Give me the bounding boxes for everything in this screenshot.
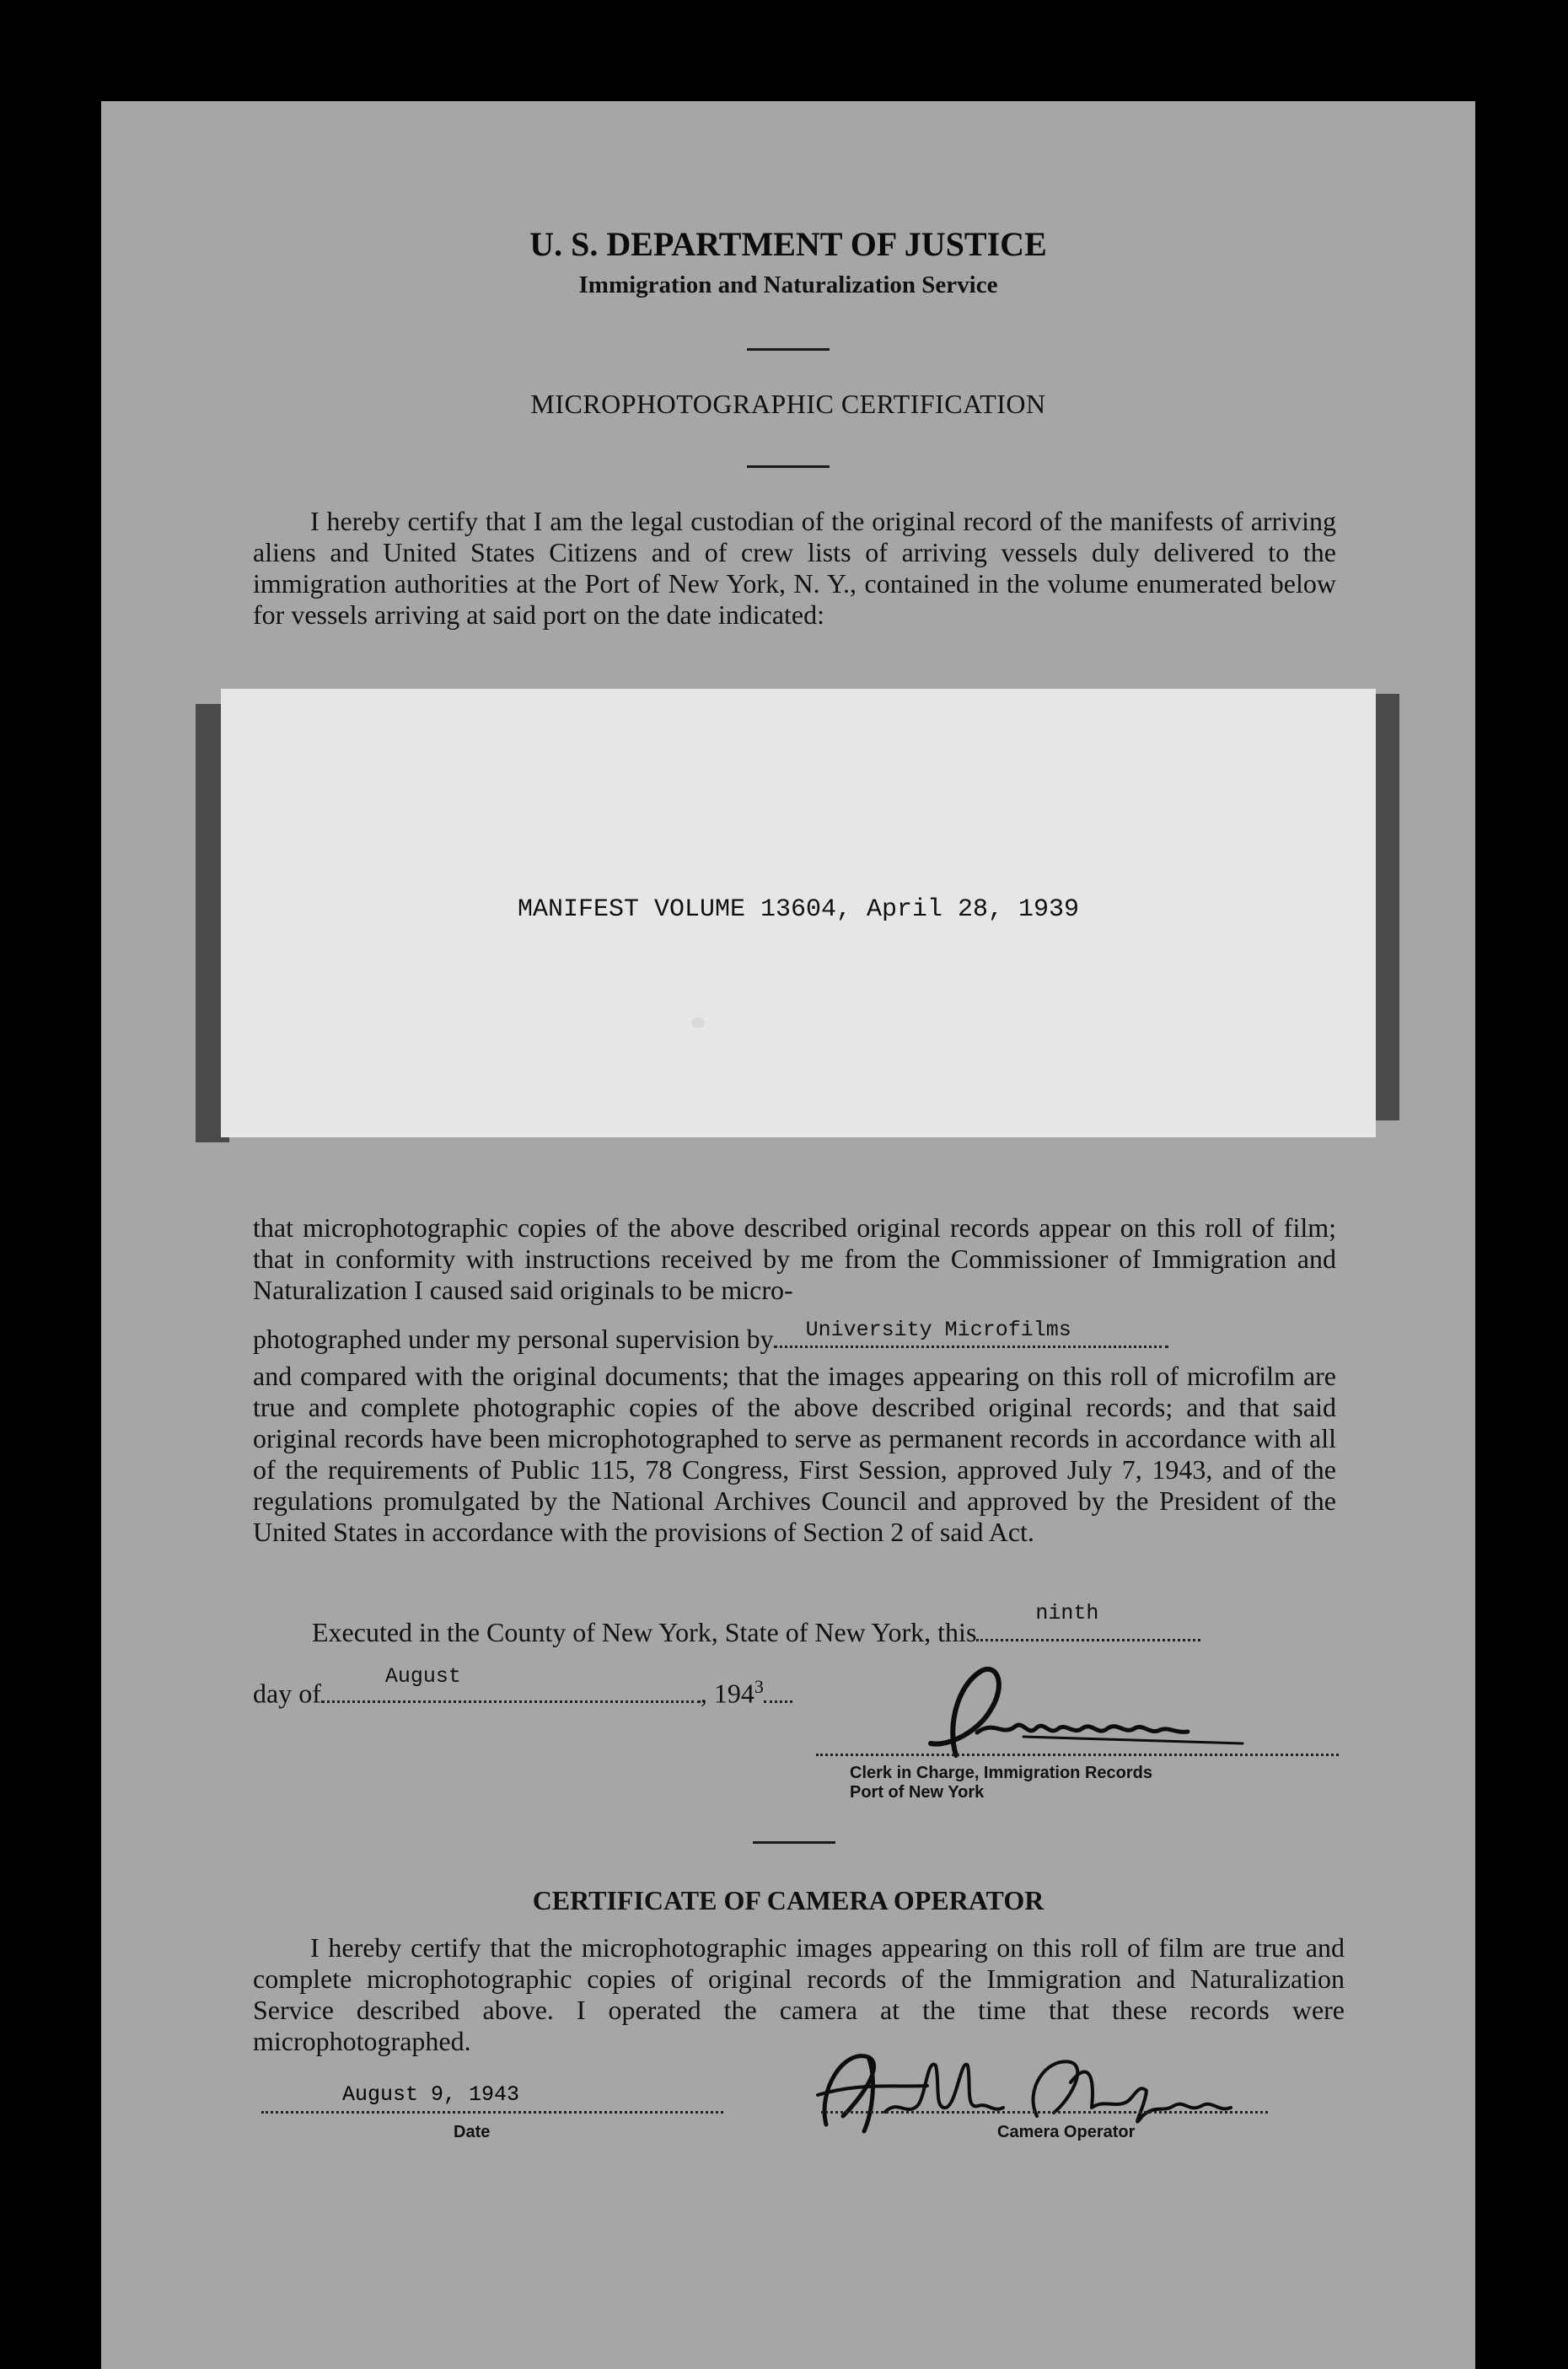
clerk-signature bbox=[897, 1652, 1251, 1770]
camera-paragraph: I hereby certify that the microphotographic images appearing on this roll of film are true and complete microphotographic copies of original records of the Immigration and Naturalization Service described above. I operated the camera at the time that these records were microphotographed. bbox=[253, 1932, 1345, 2056]
camera-divider bbox=[753, 1841, 835, 1844]
day-value: ninth bbox=[1035, 1601, 1099, 1625]
clerk-title bbox=[850, 1764, 1152, 1802]
clerk-signature-line bbox=[816, 1754, 1339, 1756]
intro-paragraph: I hereby certify that I am the legal custodian of the original record of the manifests of arriving aliens and United States Citizens and of crew lists of arriving vessels duly delivered to the immigration authorities at the Port of New York, N. Y., contained in the volume enumerated below for vessels arriving at said port on the date indicated: bbox=[253, 506, 1336, 630]
supervisor-value: University Microfilms bbox=[805, 1318, 1071, 1342]
year-digit: 3 bbox=[754, 1676, 764, 1697]
certification-title: MICROPHOTOGRAPHIC CERTIFICATION bbox=[530, 389, 1046, 419]
service-subtitle: Immigration and Naturalization Service bbox=[578, 271, 998, 298]
camera-operator-line bbox=[821, 2111, 1268, 2114]
executed-line bbox=[312, 1601, 1200, 1648]
department-title: U. S. DEPARTMENT OF JUSTICE bbox=[529, 225, 1047, 263]
title-divider bbox=[747, 465, 830, 468]
manifest-label: MANIFEST VOLUME 13604, April 28, 1939 bbox=[517, 895, 1080, 924]
supervision-line bbox=[253, 1318, 1168, 1355]
day-field bbox=[976, 1601, 1200, 1641]
camera-date-line bbox=[261, 2111, 723, 2114]
supervisor-field bbox=[774, 1318, 1168, 1348]
month-value: August bbox=[384, 1663, 461, 1689]
date-line bbox=[253, 1663, 792, 1710]
camera-date-label: Date bbox=[454, 2123, 491, 2141]
clerk-title-line2: Port of New York bbox=[850, 1783, 985, 1802]
year-tail bbox=[764, 1677, 792, 1703]
body-paragraph-rest: and compared with the original documents; that the images appearing on this roll of microfilm are true and complete photographic copies of the above described original records; and that said original records have been microphotographed to serve as permanent records in accordance with all of the requirements of Public 115, 78 Congress, First Session, approved July 7, 1943, and of the regulations promulgated by the National Archives Council and approved by the President of the United States in accordance with the provisions of Section 2 of said Act. bbox=[253, 1361, 1336, 1547]
manifest-card bbox=[221, 689, 1376, 1137]
paper-speck bbox=[691, 1018, 705, 1028]
body-paragraph-start: that microphotographic copies of the above described original records appear on this roll of film; that in conformity with instructions received by me from the Commissioner of Immigration and Naturalization I caused said originals to be micro- bbox=[253, 1212, 1336, 1305]
camera-operator-label: Camera Operator bbox=[997, 2123, 1136, 2141]
camera-date-value: August 9, 1943 bbox=[342, 2082, 520, 2107]
clerk-title-line1: Clerk in Charge, Immigration Records bbox=[850, 1764, 1152, 1782]
camera-certificate-heading: CERTIFICATE OF CAMERA OPERATOR bbox=[532, 1885, 1044, 1915]
day-of-label: day of bbox=[253, 1678, 321, 1709]
executed-prefix: Executed in the County of New York, State of New York, this bbox=[312, 1617, 977, 1647]
supervision-prefix: photographed under my personal supervision by bbox=[253, 1324, 774, 1354]
certificate-sheet bbox=[101, 101, 1475, 2369]
header-divider bbox=[747, 348, 830, 351]
year-prefix: , 194 bbox=[700, 1678, 754, 1709]
month-field bbox=[321, 1663, 701, 1703]
